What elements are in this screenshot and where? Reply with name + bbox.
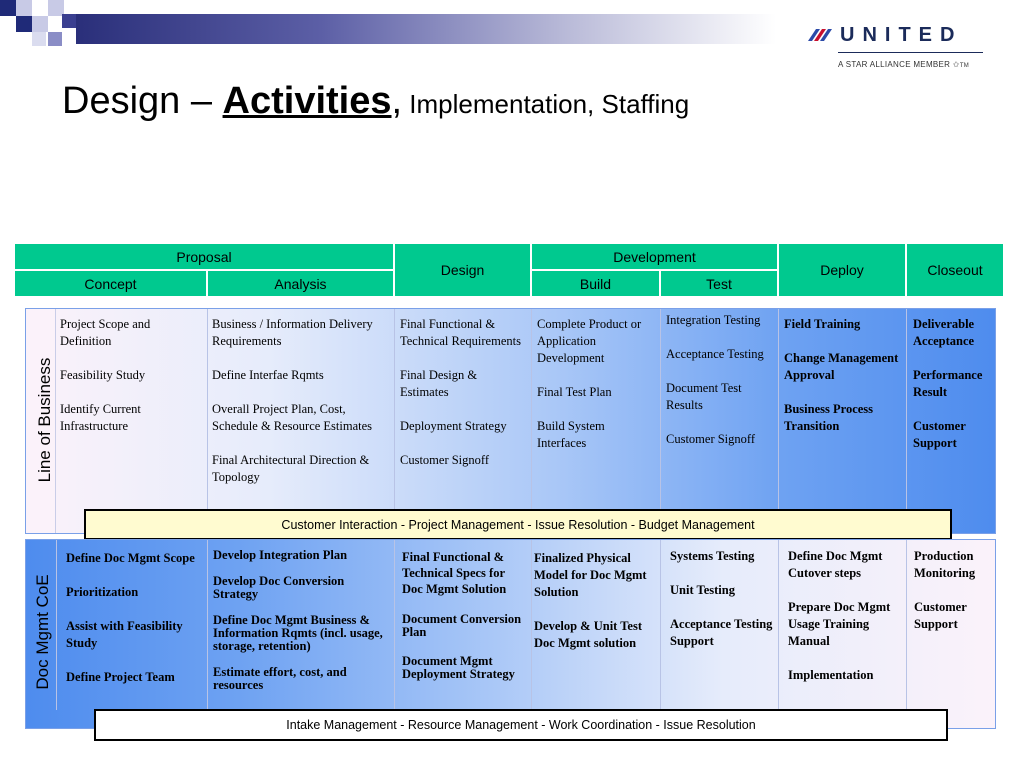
coe-label: Doc Mgmt CoE <box>33 574 52 690</box>
divider <box>778 540 779 710</box>
list-item: Performance Result <box>913 368 983 399</box>
list-item: Customer Signoff <box>400 453 490 467</box>
divider <box>394 309 395 509</box>
list-item: Prepare Doc Mgmt Usage Training Manual <box>788 600 891 648</box>
header-closeout: Closeout <box>906 243 1004 297</box>
list-item: Document Test Results <box>666 381 742 412</box>
list-item: Prioritization <box>66 585 139 599</box>
list-item: Final Functional & Technical Requirements <box>400 317 521 348</box>
lob-concept-cell <box>60 316 200 435</box>
list-item: Define Interfae Rqmts <box>212 368 324 382</box>
list-item: Develop Doc Conversion Strategy <box>213 574 345 601</box>
coe-closeout-cell <box>914 548 994 633</box>
list-item: Develop & Unit Test Doc Mgmt solution <box>534 619 642 650</box>
deco-square <box>16 0 32 16</box>
list-item: Business / Information Delivery Requirements <box>212 317 373 348</box>
lob-build-cell <box>537 316 657 452</box>
divider <box>660 309 661 509</box>
divider <box>778 309 779 509</box>
deco-square <box>32 16 48 32</box>
coe-summary-band: Intake Management - Resource Management - Work Coordination - Issue Resolution <box>94 709 948 741</box>
header-development: Development <box>531 243 778 270</box>
list-item: Document Conversion Plan <box>402 612 522 639</box>
list-item: Finalized Physical Model for Doc Mgmt Solution <box>534 551 647 599</box>
divider <box>207 309 208 509</box>
lob-label: Line of Business <box>35 357 54 483</box>
united-logo <box>806 24 986 80</box>
coe-analysis-cell <box>213 549 391 692</box>
list-item: Final Design & Estimates <box>400 368 478 399</box>
list-item: Field Training <box>784 317 861 331</box>
list-item: Change Management Approval <box>784 351 899 382</box>
star-icon: ✩ <box>952 60 960 69</box>
lob-test-cell <box>666 312 774 448</box>
divider <box>394 540 395 710</box>
deco-square <box>62 14 76 28</box>
logo-wordmark: UNITED <box>840 24 963 46</box>
list-item: Develop Integration Plan <box>213 548 348 562</box>
divider <box>660 540 661 710</box>
list-item: Project Scope and Definition <box>60 317 151 348</box>
list-item: Estimate effort, cost, and resources <box>213 665 347 692</box>
header-deploy: Deploy <box>778 243 906 297</box>
list-item: Customer Support <box>914 600 967 631</box>
list-item: Customer Support <box>913 419 966 450</box>
list-item: Complete Product or Application Development <box>537 317 642 365</box>
deco-square <box>48 32 62 46</box>
title-activities: Activities <box>222 80 392 122</box>
list-item: Deliverable Acceptance <box>913 317 975 348</box>
coe-concept-cell <box>66 550 204 686</box>
lob-deploy-cell <box>784 316 902 435</box>
divider <box>531 309 532 509</box>
list-item: Final Architectural Direction & Topology <box>212 453 370 484</box>
list-item: Define Doc Mgmt Business & Information Rqmts (incl. usage, storage, retention) <box>213 613 383 653</box>
title-subtitle: Implementation, Staffing <box>402 89 690 119</box>
list-item: Systems Testing <box>670 549 755 563</box>
list-item: Business Process Transition <box>784 402 874 433</box>
header-test: Test <box>660 270 778 297</box>
list-item: Integration Testing <box>666 313 761 327</box>
divider <box>531 540 532 710</box>
list-item: Final Functional & Technical Specs for Doc Mgmt Solution <box>402 550 507 596</box>
header-gradient-bar <box>76 14 776 44</box>
lob-summary-band: Customer Interaction - Project Management - Issue Resolution - Budget Management <box>84 509 952 540</box>
divider <box>906 309 907 509</box>
coe-build-cell <box>534 550 660 652</box>
divider <box>207 540 208 710</box>
list-item: Feasibility Study <box>60 368 146 382</box>
list-item: Define Doc Mgmt Cutover steps <box>788 549 883 580</box>
list-item: Implementation <box>788 668 874 682</box>
list-item: Production Monitoring <box>914 549 976 580</box>
list-item: Document Mgmt Deployment Strategy <box>402 654 515 681</box>
list-item: Acceptance Testing <box>666 347 764 361</box>
coe-deploy-cell <box>788 548 902 684</box>
page-title <box>62 80 689 123</box>
coe-test-cell <box>670 548 774 650</box>
list-item: Define Project Team <box>66 670 175 684</box>
lob-closeout-cell <box>913 316 995 452</box>
lob-analysis-cell <box>212 316 390 486</box>
coe-design-cell <box>402 549 528 681</box>
lob-design-cell <box>400 316 526 469</box>
deco-square <box>16 16 32 32</box>
globe-icon <box>806 27 832 43</box>
list-item: Deployment Strategy <box>400 419 507 433</box>
list-item: Overall Project Plan, Cost, Schedule & Resource Estimates <box>212 402 373 433</box>
header-analysis: Analysis <box>207 270 394 297</box>
deco-square <box>32 32 46 46</box>
title-comma: , <box>391 80 403 122</box>
header-concept: Concept <box>14 270 207 297</box>
header-build: Build <box>531 270 660 297</box>
list-item: Customer Signoff <box>666 432 756 446</box>
divider <box>906 540 907 710</box>
list-item: Assist with Feasibility Study <box>66 619 183 650</box>
list-item: Identify Current Infrastructure <box>60 402 141 433</box>
list-item: Define Doc Mgmt Scope <box>66 551 195 565</box>
list-item: Unit Testing <box>670 583 735 597</box>
header-proposal: Proposal <box>14 243 394 270</box>
deco-square <box>0 0 16 16</box>
list-item: Build System Interfaces <box>537 419 605 450</box>
list-item: Acceptance Testing Support <box>670 617 773 648</box>
logo-tagline: A STAR ALLIANCE MEMBER ✩TM <box>838 60 970 69</box>
header-design: Design <box>394 243 531 297</box>
title-design: Design – <box>62 80 223 122</box>
divider <box>56 540 57 710</box>
list-item: Final Test Plan <box>537 385 612 399</box>
logo-divider <box>838 52 983 53</box>
